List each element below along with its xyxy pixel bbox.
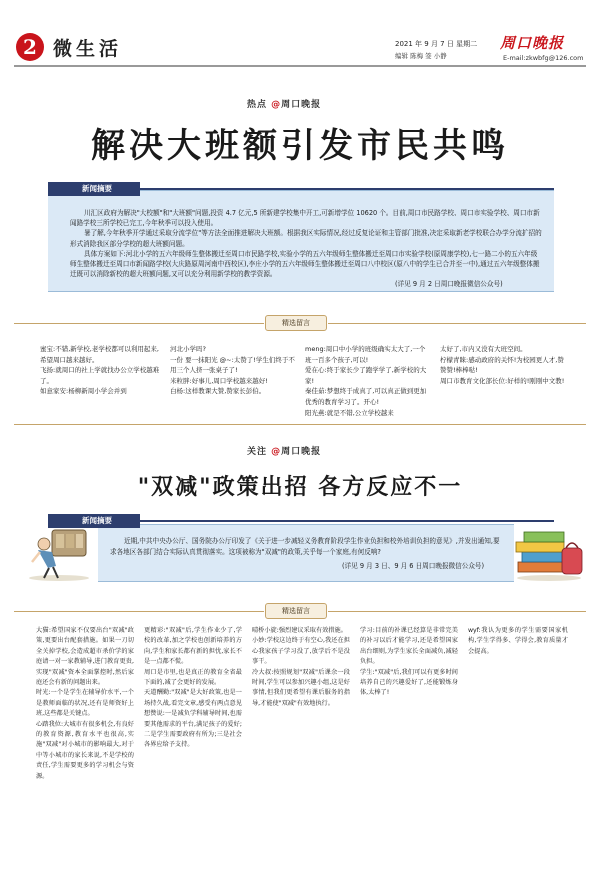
brand-logo: 周口晚报: [500, 34, 565, 52]
comment-item: 爱在心:终于家长少了跑学学了,新学校的大家!: [305, 366, 427, 385]
comment-column: [305, 344, 430, 418]
comment-item: wyf:我认为更多的学生需要国家机构,学生学得多、学得会,教育质量才会提高。: [468, 627, 568, 655]
editor-line: 编辑 陈梅 签 小静: [395, 52, 447, 60]
summary-paragraph: 具体方案如下:河北小学的五六年级师生整体搬迁至周口市民路学校,实验小学的五六年级师生整体搬迁至周口市实验学校(原周康学校),七一路二小的五六年级师生整体搬迁至周口市新闻路学校(大庆路原周河南中西校区),李庄小学的五六年级师生整体搬迁至周口八中校区(原八中的学生已合并至一中),通过五六年级整体搬迁既可以消除新校的超大班额问题,又可以充分利用新学校的教学资源。: [70, 249, 540, 279]
story2-headline: "双减"政策出招 各方反应不一: [137, 474, 463, 500]
comment-item: 周口市教育文化部长位:好样的!刚刚中文教!: [440, 376, 565, 385]
comment-item: 蜜宝:不错,新学校,老学校都可以利用起来,希望周口越来越好。: [40, 345, 159, 364]
kicker-source: 周口晚报: [281, 447, 322, 457]
comment-column: [468, 626, 568, 657]
page-number-badge: 2: [16, 33, 44, 61]
comment-item: 晴桥小旋:强烈建议采取有效措施。: [252, 627, 347, 634]
comment-column: [40, 344, 160, 397]
comment-column: [170, 344, 295, 397]
comment-item: 米粒胖:好事儿,周口学校越来越好!: [170, 376, 268, 385]
comment-item: 河北小学吗?: [170, 345, 206, 353]
comment-item: 周口是市里,也是真正的教育全省最下面的,减了会更好的发展。: [144, 668, 242, 687]
at-icon: @: [271, 447, 282, 457]
at-icon: @: [271, 100, 282, 110]
comment-item: 飞扬:就周口的社上学就找办公立学校越难了。: [40, 366, 160, 385]
story1-source: (详见 9 月 2 日周口晚报微信公众号): [395, 280, 503, 288]
story1-summary-tag: 新闻摘要: [48, 182, 554, 196]
comment-item: 一份 要一抹阳光 @~:太赞了!学生们终于不用三个人挤一张桌子了!: [170, 355, 295, 375]
student-burden-illustration: [22, 522, 96, 582]
comment-item: meng:周口中小学的班级确实太大了,一个班一百多个孩子,可以!: [305, 345, 426, 364]
comment-item: 阳光燕:就是不错,公立学校越来: [305, 408, 394, 417]
comment-item: 小妙:学校这边终于有空心,我还在担心我家孩子学习没了,放学后不是没事干。: [252, 637, 350, 666]
summary-paragraph: 川汇区政府为解决"大校额"和"大班额"问题,投资 4.7 亿元,5 所新建学校集中开工,可新增学位 10620 个。目前,周口市民路学校、周口市实验学校、周口市新闻路学校三所学校已完工,今年秋季可以投入使用。: [70, 209, 540, 228]
comment-column: [360, 626, 458, 699]
story1-comments-badge: 精选留言: [265, 315, 327, 331]
story1-summary-text: [70, 208, 542, 279]
section-title: 微生活: [53, 38, 123, 60]
story2-source: (详见 9 月 3 日、9 月 6 日周口晚报微信公众号): [342, 562, 485, 570]
comment-item: 太好了,市内又没有大班空间。: [440, 345, 527, 353]
comment-item: 学生:"双减"后,我们可以有更多时间培养自己的兴趣爱好了,还能锻炼身体,太棒了!: [360, 668, 458, 697]
page-header: [0, 0, 600, 62]
comment-column: [36, 626, 134, 782]
comment-item: 大猫:希望国家不仅要出台"双减"政策,更要出台配套措施。如果一刀切全关掉学校,会造成超市杀价学的家庭请一对一家教辅导,进门教育更贵,实现"双减"资本全面掌控时,然后家庭还会有新的问题出来。: [36, 627, 134, 687]
story2-summary-text: 近期,中共中央办公厅、国务院办公厅印发了《关于进一步减轻义务教育阶段学生作业负担和校外培训负担的意见》,并发出通知,要求各地区各部门结合实际认真贯彻落实。这项被称为"双减"的政策,关乎每一个家庭,有何反响?: [110, 537, 500, 556]
kicker-label: 关注: [247, 447, 268, 457]
kicker-label: 热点: [247, 100, 268, 110]
contact-email: E-mail:zkwbfg@126.com: [503, 54, 584, 62]
story2-kicker: [247, 444, 321, 457]
story2-comments-badge: 精选留言: [265, 603, 327, 619]
comment-item: 天道酬勤:"双减"是大好政策,也是一场持久战,看完文章,感受有两点意见想赞说:一是减负学科辅导时间,也需要其他需求的平台,满足孩子的爱好;二是学生需要政府有所为;三是社会各界应给予支持。: [144, 689, 242, 749]
comment-item: 秦佳茹:梦想终于成真了,可以真正做到更加优秀的教育学习了。开心!: [305, 387, 427, 406]
comment-item: 冷大叔:按照规划"双减"后课余一段时间,学生可以参加兴趣小组,这是好事情,但我们更希望有课后服务的指导,才能使"双减"有效地执行。: [252, 668, 350, 707]
comment-item: 如意家安:杨柳新周小学会并到: [40, 387, 127, 396]
story-divider: [14, 424, 586, 425]
comment-column: [440, 344, 570, 386]
comment-column: [144, 626, 242, 751]
comment-item: 心踏我位:大城市有很多机会,有良好的教育资源,教育水平也很高,实施"双减"对小城市的影响最大,对于中等小城市的家长来说,不是学校的责任,学生需要更多的学习机会与资源。: [36, 720, 134, 780]
summary-paragraph: 暑了解,今年秋季开学通过采取分流学位"等方法全面推进解决大班额。根据我区实际情况,经过反复论证和主管部门批准,决定采取新老学校联合办学分流扩招的形式消除我区部分学校的超大班额问题。: [70, 229, 542, 248]
comment-item: 柠檬青睐:感动政府的关怀!为校园更人才,赞赞赞!棒棒哒!: [440, 355, 564, 375]
story2-summary-tag: 新闻摘要: [48, 514, 554, 528]
story1-kicker: [247, 97, 321, 110]
kicker-source: 周口晚报: [281, 100, 322, 110]
header-rule: [14, 65, 586, 67]
comment-item: 更精彩:"双减"后,学生作业少了,学校的改革,加之学校也创新培养的方向,学生和家长都有新的担忧,家长不是一点都不慌。: [144, 627, 242, 666]
comment-item: 时光:一个是学生在辅导价水平,一个是教师面临的状况,还有是师资好上班,这些都是关键点。: [36, 689, 134, 718]
story1-headline: 解决大班额引发市民共鸣: [91, 126, 509, 166]
date-line: 2021 年 9 月 7 日 星期二: [395, 40, 478, 48]
comment-item: 学习:目前的补课已经算是非常完美的补习以后才能学习,还是希望国家出台细则,为学生家长全面减负,减轻负担。: [360, 627, 458, 666]
story1-comments: [40, 344, 580, 417]
comment-item: 白杨:这样教课大赞,赞家长彭伯。: [170, 387, 266, 396]
story2-comments: [36, 626, 572, 884]
books-illustration: [512, 518, 586, 586]
comment-column: [252, 626, 350, 709]
